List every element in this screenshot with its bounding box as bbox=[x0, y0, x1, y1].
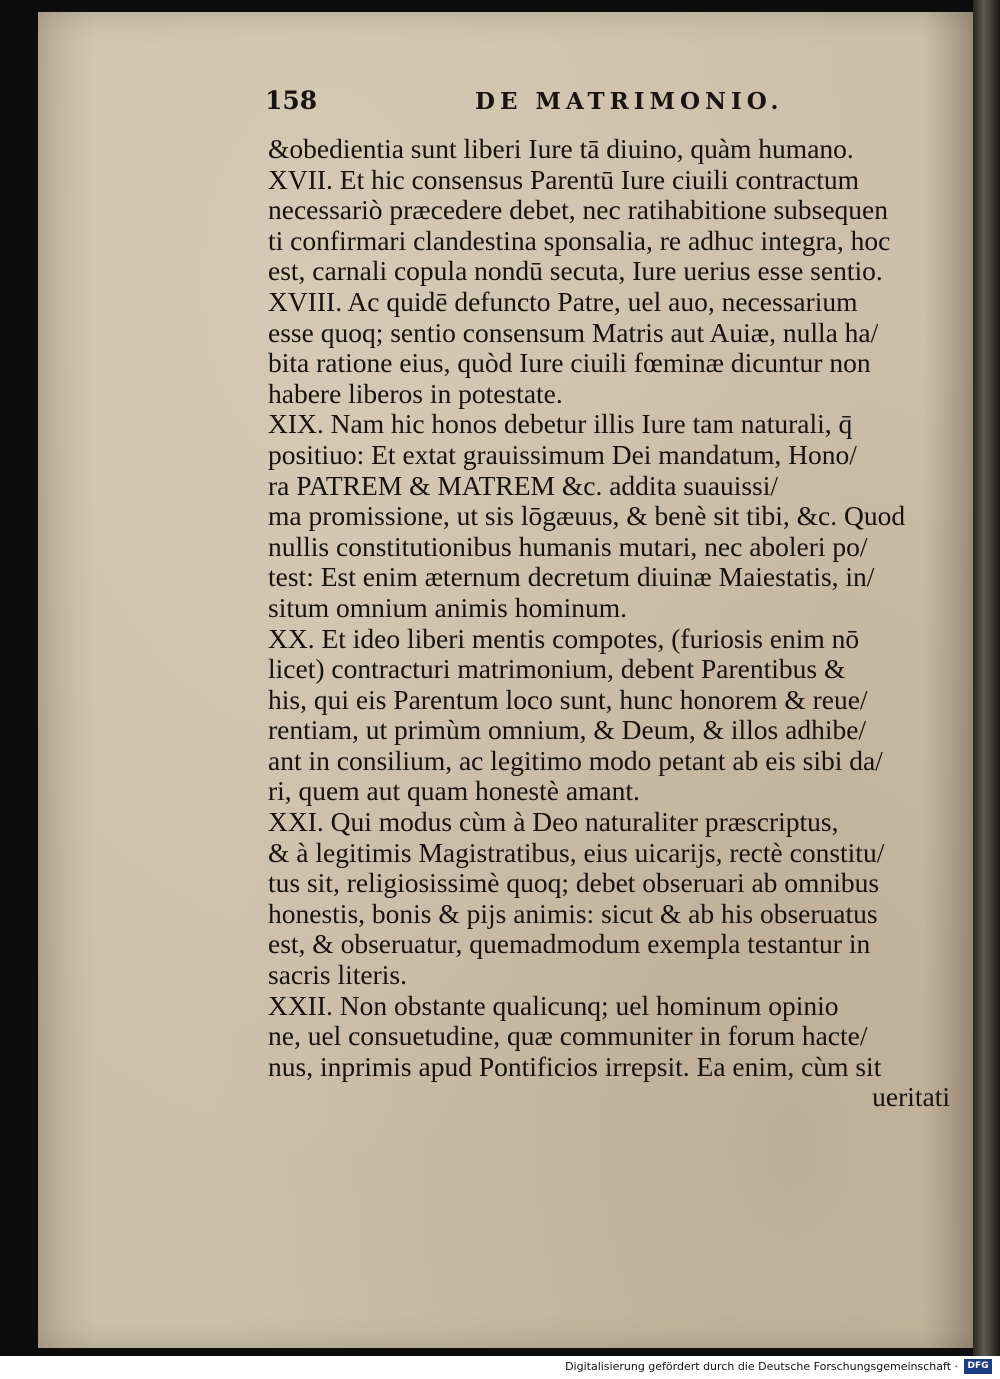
page-header bbox=[265, 86, 785, 120]
text-line: habere liberos in potestate. bbox=[268, 377, 563, 409]
text-line: ra PATREM & MATREM &c. addita suauissi/ bbox=[268, 469, 779, 501]
dfg-logo-icon: DFG bbox=[964, 1359, 992, 1374]
text-line: positiuo: Et extat grauissimum Dei mandatum, Hono/ bbox=[268, 438, 857, 470]
text-line: XXII. Non obstante qualicunq; uel hominum opinio bbox=[268, 989, 839, 1021]
text-line: ti confirmari clandestina sponsalia, re adhuc integra, hoc bbox=[268, 224, 891, 256]
text-line: XVIII. Ac quidē defuncto Patre, uel auo, necessarium bbox=[268, 285, 858, 317]
text-line: situm omnium animis hominum. bbox=[268, 591, 628, 623]
text-line: necessariò præcedere debet, nec ratihabitione subsequen bbox=[268, 194, 889, 226]
text-line: nullis constitutionibus humanis mutari, nec aboleri po/ bbox=[268, 530, 868, 562]
body-text bbox=[268, 134, 958, 1113]
book-spine-edge bbox=[973, 0, 1000, 1356]
text-line: XVII. Et hic consensus Parentū Iure ciuili contractum bbox=[268, 163, 860, 195]
text-line: ne, uel consuetudine, quæ communiter in forum hacte/ bbox=[268, 1020, 868, 1052]
text-line: tus sit, religiosissimè quoq; debet obseruari ab omnibus bbox=[268, 867, 880, 899]
text-line: est, carnali copula nondū secuta, Iure uerius esse sentio. bbox=[268, 255, 883, 287]
text-line: & à legitimis Magistratibus, eius uicarijs, rectè constitu/ bbox=[268, 836, 885, 868]
text-line: nus, inprimis apud Pontificios irrepsit. Ea enim, cùm sit bbox=[268, 1050, 882, 1082]
text-line: rentiam, ut primùm omnium, & Deum, & illos adhibe/ bbox=[268, 714, 867, 746]
funding-credit: Digitalisierung gefördert durch die Deutsche Forschungsgemeinschaft · bbox=[565, 1360, 958, 1373]
catchword: ueritati bbox=[872, 1081, 950, 1113]
text-line: his, qui eis Parentum loco sunt, hunc honorem & reue/ bbox=[268, 683, 868, 715]
text-line: licet) contracturi matrimonium, debent Parentibus & bbox=[268, 653, 846, 685]
page-number: 158 bbox=[265, 86, 318, 115]
running-head: DE MATRIMONIO. bbox=[475, 88, 784, 115]
text-line: sacris literis. bbox=[268, 959, 407, 991]
text-line: &obedientia sunt liberi Iure tā diuino, quàm humano. bbox=[268, 133, 854, 164]
text-line: bita ratione eius, quòd Iure ciuili fœminæ dicuntur non bbox=[268, 347, 871, 379]
text-line: XIX. Nam hic honos debetur illis Iure tam naturali, q̄ bbox=[268, 408, 853, 440]
text-line: ant in consilium, ac legitimo modo petant ab eis sibi da/ bbox=[268, 744, 883, 776]
text-line: esse quoq; sentio consensum Matris aut Auiæ, nulla ha/ bbox=[268, 316, 879, 348]
text-line: honestis, bonis & pijs animis: sicut & ab his obseruatus bbox=[268, 897, 878, 929]
text-line: XX. Et ideo liberi mentis compotes, (furiosis enim nō bbox=[268, 622, 860, 654]
text-line: ri, quem aut quam honestè amant. bbox=[268, 775, 640, 807]
text-line: ma promissione, ut sis lōgæuus, & benè sit tibi, &c. Quod bbox=[268, 500, 906, 532]
footer-bar bbox=[0, 1356, 1000, 1379]
text-line: est, & obseruatur, quemadmodum exempla testantur in bbox=[268, 928, 871, 960]
text-line: test: Est enim æternum decretum diuinæ Maiestatis, in/ bbox=[268, 561, 875, 593]
text-line: XXI. Qui modus cùm à Deo naturaliter præscriptus, bbox=[268, 806, 839, 838]
